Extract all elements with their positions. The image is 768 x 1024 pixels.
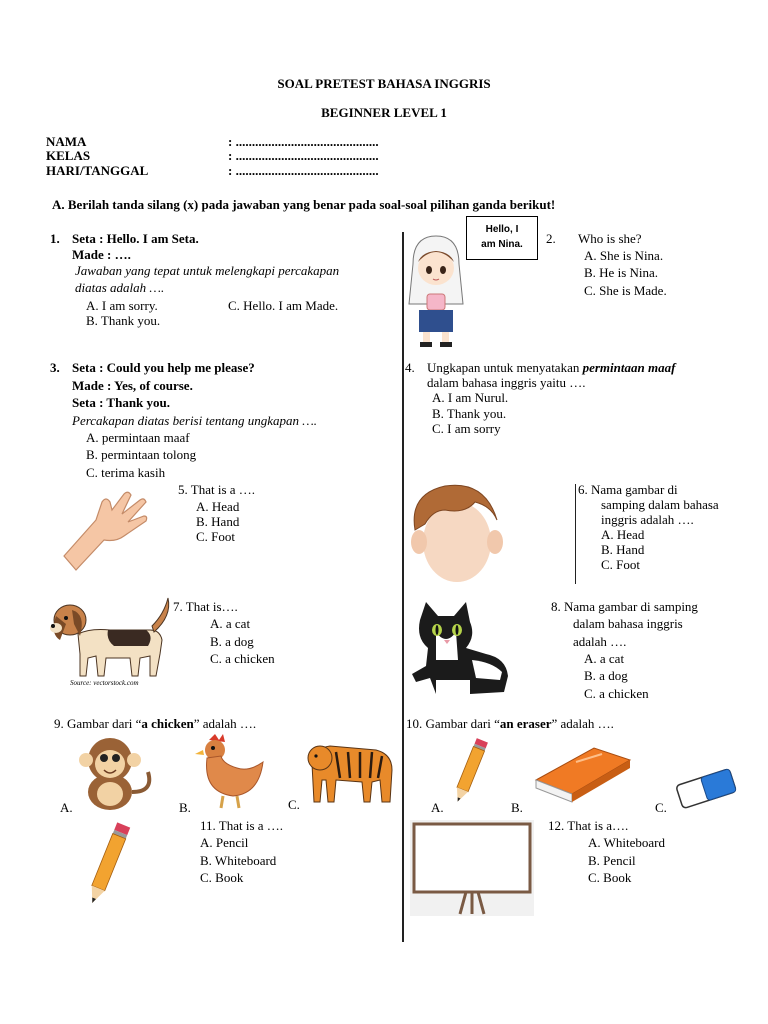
book-image: [532, 738, 634, 810]
q4-text2: dalam bahasa inggris yaitu ….: [427, 375, 586, 390]
q3-line1: Seta : Could you help me please?: [72, 360, 255, 375]
q2-option-b[interactable]: B. He is Nina.: [584, 265, 659, 280]
q10-text: [406, 716, 614, 732]
q2-option-c[interactable]: C. She is Made.: [584, 283, 667, 298]
q1-option-b[interactable]: B. Thank you.: [86, 313, 161, 328]
chicken-image: [193, 732, 267, 812]
q6-option-b[interactable]: B. Hand: [601, 542, 645, 557]
dog-image: [50, 596, 174, 682]
bubble-line1: Hello, I: [485, 224, 519, 235]
q1-option-c[interactable]: C. Hello. I am Made.: [228, 298, 339, 313]
instruction: A. Berilah tanda silang (x) pada jawaban yang benar pada soal-soal pilihan ganda berikut!: [52, 197, 556, 212]
girl-hijab-image: [405, 234, 467, 350]
page-subtitle: BEGINNER LEVEL 1: [321, 105, 447, 120]
q6-line1: 6. Nama gambar di: [578, 482, 678, 497]
q2-number: 2.: [546, 231, 556, 246]
column-divider: [402, 232, 404, 942]
q5-text: 5. That is a ….: [178, 482, 256, 497]
q2-option-a[interactable]: A. She is Nina.: [584, 248, 664, 263]
q4-number: 4.: [405, 360, 415, 375]
q9-label-b[interactable]: B.: [179, 800, 191, 815]
q11-text: 11. That is a ….: [200, 818, 284, 833]
q8-line3: adalah ….: [573, 634, 627, 649]
field-label-kelas: KELAS: [46, 148, 91, 163]
whiteboard-image: [410, 820, 534, 916]
cat-image: [406, 600, 512, 700]
field-label-tanggal: HARI/TANGGAL: [46, 163, 149, 178]
q8-option-b[interactable]: B. a dog: [584, 668, 628, 683]
head-image: [405, 480, 505, 586]
q4-option-a[interactable]: A. I am Nurul.: [432, 390, 509, 405]
q7-option-c[interactable]: C. a chicken: [210, 651, 275, 666]
q11-option-a[interactable]: A. Pencil: [200, 835, 249, 850]
q6-option-c[interactable]: C. Foot: [601, 557, 641, 572]
q10-label-c[interactable]: C.: [655, 800, 667, 815]
field-value-kelas[interactable]: : ............................................: [228, 148, 379, 163]
q3-option-b[interactable]: B. permintaan tolong: [86, 447, 197, 462]
q4-text-pre: Ungkapan untuk menyatakan: [427, 360, 583, 375]
q10-text-pre: 10. Gambar dari “: [406, 716, 500, 731]
q9-text-post: ” adalah ….: [193, 716, 257, 731]
q6-border: [575, 484, 576, 584]
q8-line1: 8. Nama gambar di samping: [551, 599, 698, 614]
q12-text: 12. That is a….: [548, 818, 629, 833]
q1-line2: Made : ….: [72, 247, 131, 262]
q1-prompt2: diatas adalah ….: [75, 280, 165, 295]
q8-option-a[interactable]: A. a cat: [584, 651, 625, 666]
bubble-line2: am Nina.: [481, 239, 523, 250]
q3-option-c[interactable]: C. terima kasih: [86, 465, 166, 480]
q7-option-b[interactable]: B. a dog: [210, 634, 254, 649]
q9-text-pre: 9. Gambar dari “: [54, 716, 142, 731]
tiger-image: [306, 734, 396, 806]
q8-option-c[interactable]: C. a chicken: [584, 686, 649, 701]
q11-option-b[interactable]: B. Whiteboard: [200, 853, 277, 868]
field-label-nama: NAMA: [46, 134, 87, 149]
q7-text: 7. That is….: [173, 599, 238, 614]
q4-option-c[interactable]: C. I am sorry: [432, 421, 501, 436]
q5-option-b[interactable]: B. Hand: [196, 514, 240, 529]
q12-option-a[interactable]: A. Whiteboard: [588, 835, 666, 850]
q9-text: [54, 716, 256, 732]
q10-label-b[interactable]: B.: [511, 800, 523, 815]
hand-image: [62, 486, 152, 572]
q3-option-a[interactable]: A. permintaan maaf: [86, 430, 190, 445]
q1-line1: Seta : Hello. I am Seta.: [72, 231, 199, 246]
q10-text-post: ” adalah ….: [551, 716, 614, 731]
q7-source: Source: vectorstock.com: [70, 679, 139, 687]
speech-bubble: [466, 216, 538, 260]
q12-option-b[interactable]: B. Pencil: [588, 853, 636, 868]
q5-option-c[interactable]: C. Foot: [196, 529, 236, 544]
q1-number: 1.: [50, 231, 60, 246]
q6-line3: inggris adalah ….: [601, 512, 694, 527]
q3-line2: Made : Yes, of course.: [72, 378, 193, 393]
q6-line2: samping dalam bahasa: [601, 497, 719, 512]
q10-label-a[interactable]: A.: [431, 800, 444, 815]
field-value-tanggal[interactable]: : ............................................: [228, 163, 379, 178]
q1-prompt: Jawaban yang tepat untuk melengkapi percakapan: [75, 263, 340, 278]
eraser-image: [674, 762, 742, 814]
q3-prompt: Percakapan diatas berisi tentang ungkapan ….: [72, 413, 318, 428]
q4-option-b[interactable]: B. Thank you.: [432, 406, 507, 421]
pencil-image: [80, 818, 136, 910]
q12-option-c[interactable]: C. Book: [588, 870, 632, 885]
q4-text: [427, 360, 675, 376]
q5-option-a[interactable]: A. Head: [196, 499, 240, 514]
q9-text-em: a chicken: [141, 716, 194, 731]
q10-text-em: an eraser: [499, 716, 552, 731]
q1-option-a[interactable]: A. I am sorry.: [86, 298, 158, 313]
q4-text-em: permintaan maaf: [582, 360, 676, 375]
page-title: SOAL PRETEST BAHASA INGGRIS: [277, 76, 491, 91]
q7-option-a[interactable]: A. a cat: [210, 616, 251, 631]
q11-option-c[interactable]: C. Book: [200, 870, 244, 885]
q9-label-a[interactable]: A.: [60, 800, 73, 815]
q3-number: 3.: [50, 360, 60, 375]
q6-option-a[interactable]: A. Head: [601, 527, 645, 542]
q8-line2: dalam bahasa inggris: [573, 616, 683, 631]
field-value-nama[interactable]: : ............................................: [228, 134, 379, 149]
monkey-image: [70, 732, 154, 812]
q2-text: Who is she?: [578, 231, 642, 246]
q3-line3: Seta : Thank you.: [72, 395, 171, 410]
pencil-image-small: [448, 734, 492, 808]
q9-label-c[interactable]: C.: [288, 797, 300, 812]
